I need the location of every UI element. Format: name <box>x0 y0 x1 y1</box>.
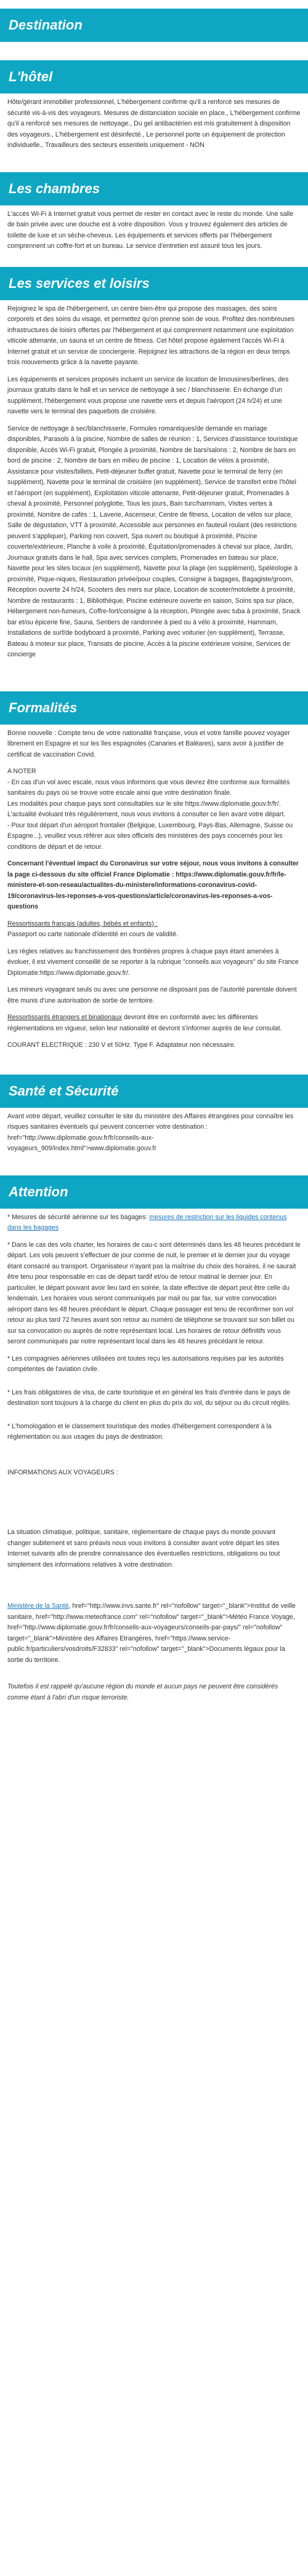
note-c: - Pour tout départ d'un aéroport frontalier (Belgique, Luxembourg, Pays-Bas, Allemagne, Suisse ou Espagne...), veuillez vous référer aux sites officiels des ministères des pays concernés pour les conditions de départ et de retour. <box>7 821 293 851</box>
hotel-title: L'hôtel <box>9 69 53 84</box>
services-paragraph-2: Les équipements et services proposés incluent un service de location de limousines/berlines, des journaux gratuits dans le hall et un service de nettoyage à sec / blanchisserie. En échange d'un supplément, l'hébergement vous propose une navette vers et depuis l'aéroport (24 h/24) et une navette vers le terminal des paquebots de croisière. <box>7 375 289 415</box>
formalities-title: Formalités <box>9 699 78 715</box>
rooms-banner <box>0 172 308 205</box>
luggage-measures <box>7 1212 301 1234</box>
formalities-banner <box>0 691 308 725</box>
accommodation-rating: * L'homologation et le classement touristique des modes d'hébergement correspondent à la réglementation ou aux usages du pays de destination. <box>7 1422 272 1441</box>
destination-title: Destination <box>9 17 83 33</box>
terrorism-warning: Toutefois il est rappelé qu'aucune région du monde et aucun pays ne peuvent être considérés comme étant à l'abri d'un risque terroriste. <box>7 1683 278 1701</box>
rooms-text: L'accès Wi-Fi à Internet gratuit vous permet de rester en contact avec le reste du monde. Une salle de bain privée avec une douche est à votre disposition. Vous y trouvez également des articles de toilette de luxe et un sèche-cheveux. Les équipements et services offerts par l'hébergement comprennent un coffre-fort et un bureau. Le service d'entretien est assuré tous les jours. <box>7 210 294 250</box>
official-sites <box>7 1601 301 1666</box>
health-title: Santé et Sécurité <box>9 1083 119 1099</box>
visa-fees: * Les frais obligatoires de visa, de carte touristique et en général les frais d'entrée dans le pays de destination sont toujours à la charge du client en plus du prix du vol, du séjour ou du circuit réglés. <box>7 1388 291 1407</box>
french-nationals <box>7 919 301 940</box>
coronavirus-notice: Concernant l'éventuel impact du Coronavirus sur votre séjour, nous vous invitons à consulter la page ci-dessous du site officiel France Diplomatie : https://www.diplomatie.gouv.fr/fr/le-ministere-et-son-reseau/actualites-du-ministere/informations-coronavirus-covid-19/coronavirus-les-reponses-a-vos-questions/article/coronavirus-les-reponses-a-vos-questions <box>7 860 299 910</box>
minors-text: Les mineurs voyageant seuls ou avec une personne ne disposant pas de l'autorité parentale doivent être munis d'une autorisation de sortie de territoire. <box>7 986 297 1004</box>
liquids-restriction-link[interactable]: mesures de restriction sur les liquides contenus dans les bagages <box>7 1213 287 1231</box>
traveler-info-text: La situation climatique, politique, sanitaire, réglementaire de chaque pays du monde pouvant changer subitement et sans préavis nous vous invitons à consulter avant votre départ les sites Internet suivants afin de prendre connaissance des éventuelles restrictions, obligations ou tout simplement des informations relatives à votre destination. <box>7 1529 280 1568</box>
border-rules: Les règles relatives au franchissement des frontières propres à chaque pays étant amenées à évoluer, il est vivement conseillé de se reporter à la rubrique "conseils aux voyageurs" du site France Diplomatie:https://www.diplomatie.gouv.fr/. <box>7 947 299 977</box>
health-ministry-link[interactable]: Ministère de la Santé <box>7 1602 69 1610</box>
attention-banner <box>0 1175 308 1209</box>
electric-current: COURANT ELECTRIQUE : 230 V et 50Hz. Type F. Adaptateur non nécessaire. <box>7 1041 236 1049</box>
hotel-section <box>0 97 308 151</box>
health-banner <box>0 1075 308 1108</box>
hotel-banner <box>0 60 308 93</box>
product-info-page <box>0 9 308 1703</box>
services-banner <box>0 267 308 300</box>
rooms-title: Les chambres <box>9 180 100 196</box>
attention-section <box>0 1212 308 1704</box>
french-nationals-title: Ressortissants français (adultes, bébés et enfants) : <box>7 920 158 928</box>
airlines-authorized: * Les compagnies aériennes utilisées ont toutes reçu les autorisations requises par les autorités compétentes de l'aviation civile. <box>7 1354 284 1373</box>
foreign-nationals <box>7 1012 301 1034</box>
destination-banner <box>0 9 308 42</box>
foreign-nationals-text: devront être en conformité avec les différentes réglementations en vigueur, selon leur nationalité et devront s'informer auprès de leur consulat. <box>7 1014 282 1032</box>
health-text: Avant votre départ, veuillez consulter le site du ministère des Affaires étrangères pour connaître les risques sanitaires éventuels qui peuvent concerner votre destination : href="http://www.diplomatie.gouv.fr/fr/conseils-aux-voyageurs_909/index.html">www.diplomatie.gouv.fr <box>7 1112 294 1152</box>
formalities-note <box>7 766 301 853</box>
note-a: - En cas d'un vol avec escale, nous vous informons que vous devrez être conforme aux formalités sanitaires du pays où se trouve votre escale ainsi que votre destination finale. <box>7 778 290 797</box>
services-paragraph-3: Service de nettoyage à sec/blanchisserie, Formules romantiques/de demande en mariage disponibles, Parasols à la piscine, Nombre de salles de réunion : 1, Services d'assistance touristique disponible, Accès Wi-Fi gratuit, Plongée à proximité, Nombre de bars/salons : 2, Nombre de bars en bord de piscine : 2, Nombre de bars en milieu de piscine : 1, Location de vélos à proximité, Assistance pour visites/billets, Petit-déjeuner buffet gratuit, Navette pour le terminal de ferry (en supplément), Navette pour le terminal de croisière (en supplément), Service de transfert entre l'hôtel et l'aéroport (en supplément), Exploitation viticole attenante, Petit-déjeuner gratuit, Promenades à cheval à proximité, Personnel polyglotte, Tous les jours, Bain turc/hammam, Visites vertes à proximité, Nombre de cafés : 1, Laverie, Ascenseur, Centre de fitness, Location de vélos sur place, Salle de dégustation, VTT à proximité, Accessible aux personnes en fauteuil roulant (des restrictions peuvent s'appliquer), Parking non couvert, Spa ouvert ou boutiqué à proximité, Piscine couverte/extérieure, Planche à voile à proximité, Équitation/promenades à cheval sur place, Jardin, Journaux gratuits dans le hall, Spa avec services complets, Promenades en bateau sur place, Navette pour les sites locaux (en supplément), Navette pour la plage (en supplément), Spéléologie à proximité, Pique-niques, Restauration privée/pour couples, Consigne à bagages, Bagagiste/groom, Réception ouverte 24 h/24, Scooters des mers sur place, Location de scooter/motolette à proximité, Nombre de restaurants : 1, Bibliothèque, Piscine extérieure ouverte en saison, Soins spa sur place, Hébergement non-fumeurs, Coffre-fort/consigne à la réception, Plongée avec tuba à proximité, Snack bar et/ou épicerie fine, Sauna, Sentiers de randonnée à pied ou à vélo à proximité, Hammam, Installations de surf/de bodyboard à proximité, Parking avec voiturier (en supplément), Terrasse, Bateau à moteur sur place, Transats de piscine, Accès à la piscine extérieure voisine, Services de concierge <box>7 424 301 658</box>
charter-flights: * Dans le cas des vols charter, les horaires de cau-c sont déterminés dans les 48 heures précédant le départ. Les vols peuvent s'effectuer de jour comme de nuit, le premier et le dernier jour du voyage étant consacré au transport. Organisateur n'ayant pas la maîtrise du choix des horaires, il ne saurait être tenu pour responsable en cas de départ tardif et/ou de retour matinal le dernier jour. En particulier, le départ pouvant avoir lieu tard en soirée, la date effective de départ peut être celle du lendemain. Les horaires vous seront communiqués par mail ou par fax, sur votre convocation aéroport dans les 48 heures précédant le départ. Chaque passager est tenu de reconfirmer son vol retour au plus tard 72 heures avant son retour au numéro de téléphone se trouvant sur son billet ou sur sa convocation ou auprès de notre représentant local. Les horaires de retour définitifs vous seront communiqués par notre représentant local dans les 48 heures précédant le retour. <box>7 1241 301 1345</box>
formalities-paragraph-1: Bonne nouvelle : Compte tenu de votre nationalité française, vous et votre famille pouvez voyager librement en Espagne et sur les îles espagnoles (Canaries et Baléares), sans avoir à justifier de certificat de vaccination Covid. <box>7 729 290 758</box>
official-sites-text: , href="http://www.invs.sante.fr" rel="nofollow" target="_blank">Institut de veille sanitaire, href="http://www.meteofrance.com" rel="nofollow" target="_blank">Météo France Voyage, href="http://www.diplomatie.gouv.fr/fr/conseils-aux-voyageurs/conseils-par-pays/" rel="nofollow" target="_blank">Ministère des Affaires Etrangères, href="https://www.service-public.fr/particuliers/vosdroits/F32833" rel="nofollow" target="_blank">Documents légaux pour la sortie du territoire. <box>7 1602 296 1664</box>
note-title: A NOTER <box>7 768 36 775</box>
formalities-section <box>0 728 308 1051</box>
services-title: Les services et loisirs <box>9 275 150 291</box>
attention-title: Attention <box>9 1183 68 1199</box>
health-section <box>0 1111 308 1155</box>
french-nationals-text: Passeport ou carte nationale d'identité en cours de validité. <box>7 931 179 938</box>
foreign-nationals-title: Ressortissants étrangers et binationaux <box>7 1014 123 1021</box>
hotel-text: Hôte/gérant immobilier professionnel, L'hébergement confirme qu'il a renforcé ses mesures de sécurité vis-à-vis des voyageurs. Mesures de distanciation sociale en place., L'hébergement confirme qu'il a renforcé ses mesures de nettoyage., Du gel antibactérien est mis gratuitement à disposition des voyageurs., L'hébergement est désinfecté., Le personnel porte un équipement de protection individuelle., Travailleurs des secteurs essentiels uniquement - NON <box>7 98 301 149</box>
rooms-section <box>0 209 308 252</box>
luggage-prefix: * Mesures de sécurité aérienne sur les bagages: <box>7 1213 150 1221</box>
services-paragraph-1: Rejoignez le spa de l'hébergement, un centre bien-être qui propose des massages, des soins corporels et des soins du visage, et permettez qu'on prenne soin de vous. Profitez des nombreuses infrastructures de loisirs offertes par l'hébergement et qui comprennent notamment une exploitation viticole attenante, un sauna et un centre de fitness. Cet hôtel propose également l'accès Wi-Fi à Internet gratuit et un service de conciergerie. Rejoignez les attractions de la région en deux temps trois mouvements grâce à la navette payante. <box>7 304 295 366</box>
services-section <box>0 304 308 661</box>
traveler-info-title: INFORMATIONS AUX VOYAGEURS : <box>7 1468 118 1476</box>
note-b: Les modalités pour chaque pays sont consultables sur le site https://www.diplomatie.gouv.fr/fr/. L'actualité évoluant très régulièrement, nous vous invitons à consulter ce lien avant votre départ. <box>7 800 286 818</box>
